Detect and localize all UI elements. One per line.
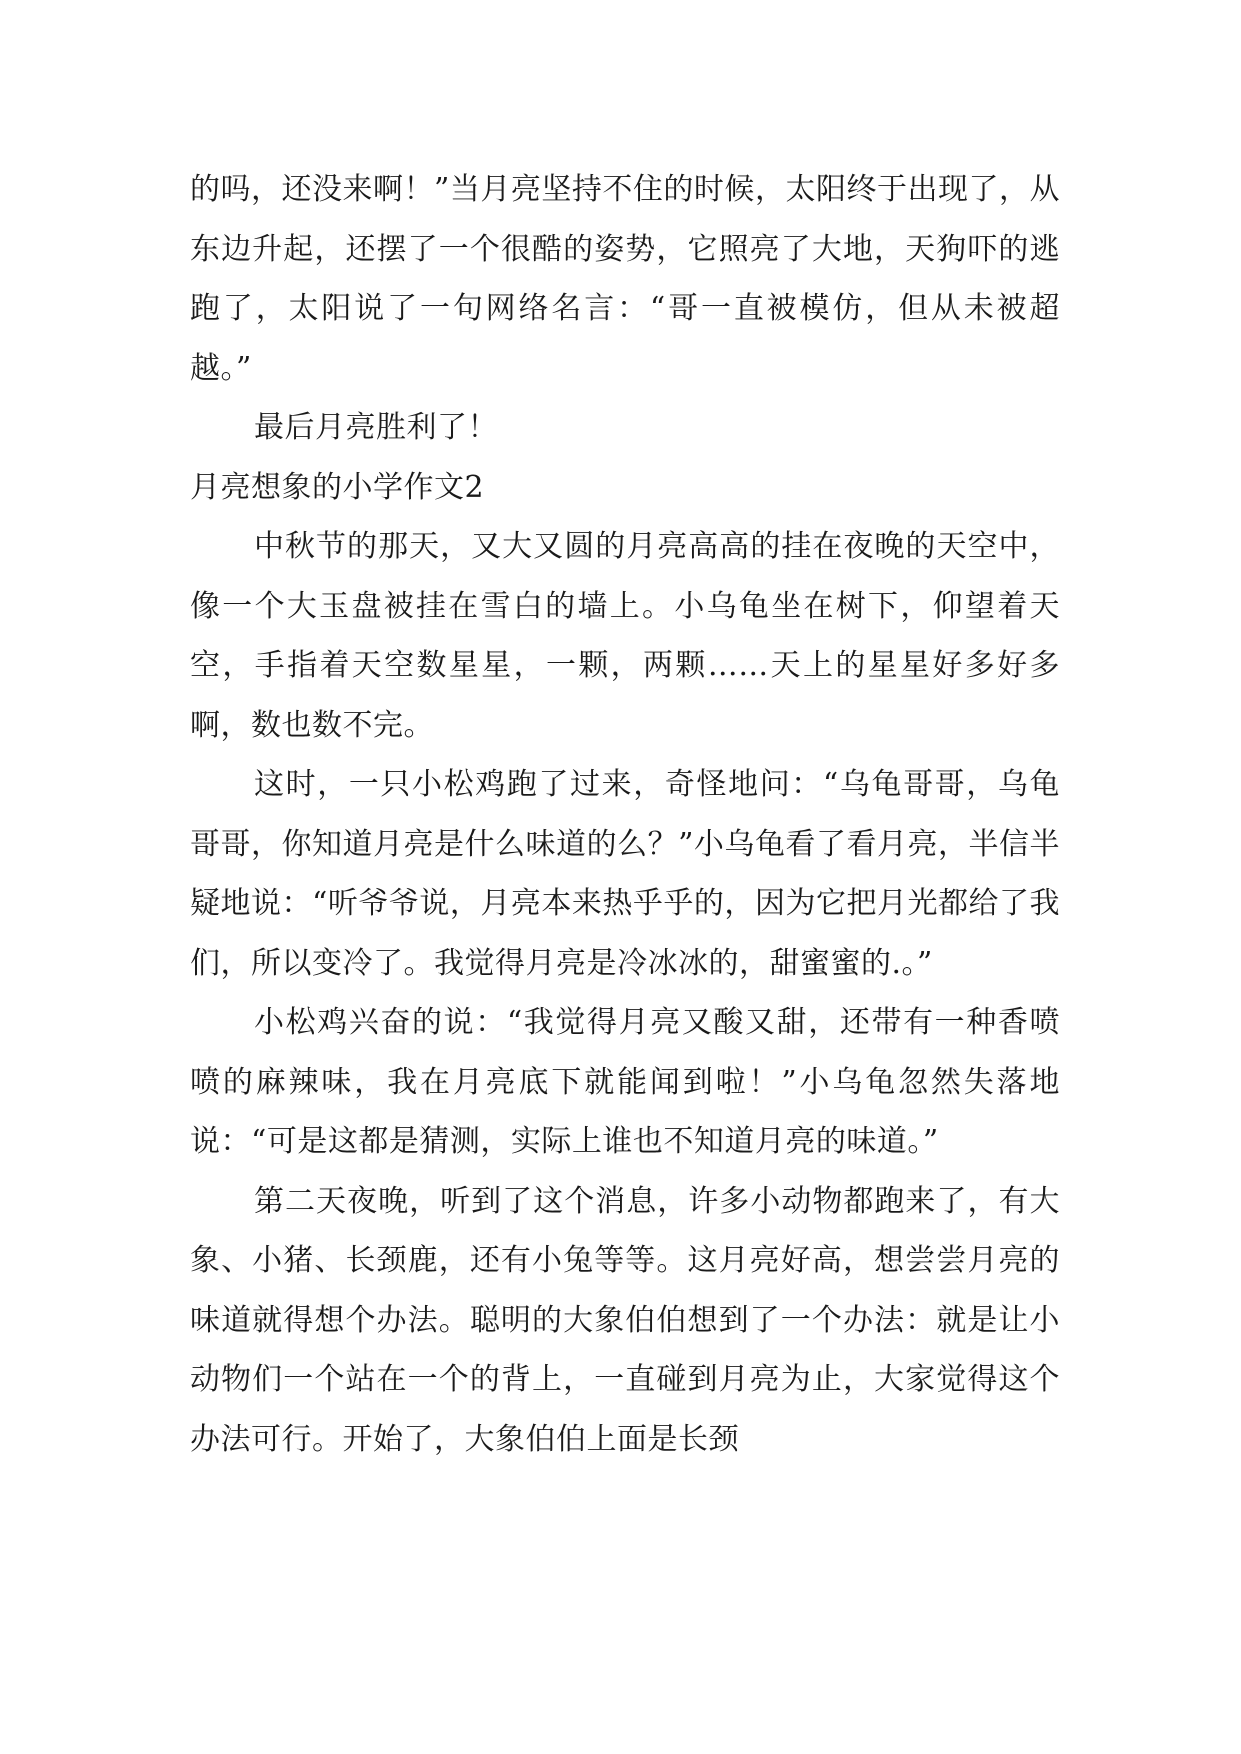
paragraph-continuation: 的吗，还没来啊！”当月亮坚持不住的时候，太阳终于出现了，从东边升起，还摆了一个很酷的姿势，它照亮了大地，天狗吓的逃跑了，太阳说了一句网络名言：“哥一直被模仿，但从未被超越。” [190, 172, 1060, 386]
paragraph-next-night: 第二天夜晚，听到了这个消息，许多小动物都跑来了，有大象、小猪、长颈鹿，还有小兔等等。这月亮好高，想尝尝月亮的味道就得想个办法。聪明的大象伯伯想到了一个办法：就是让小动物们一个站在一个的背上，一直碰到月亮为止，大家觉得这个办法可行。开始了，大象伯伯上面是长颈 [190, 1183, 1060, 1457]
document-body [190, 160, 1060, 1469]
paragraph-taste: 小松鸡兴奋的说：“我觉得月亮又酸又甜，还带有一种香喷喷的麻辣味，我在月亮底下就能闻到啦！”小乌龟忽然失落地说：“可是这都是猜测，实际上谁也不知道月亮的味道。” [190, 1005, 1060, 1159]
paragraph-moon-wins: 最后月亮胜利了！ [254, 410, 498, 445]
paragraph-mid-autumn: 中秋节的那天，又大又圆的月亮高高的挂在夜晚的天空中，像一个大玉盘被挂在雪白的墙上。小乌龟坐在树下，仰望着天空，手指着天空数星星，一颗，两颗……天上的星星好多好多啊，数也数不完。 [190, 529, 1060, 743]
section-heading: 月亮想象的小学作文2 [190, 469, 485, 505]
paragraph-pine-chick: 这时，一只小松鸡跑了过来，奇怪地问：“乌龟哥哥，乌龟哥哥，你知道月亮是什么味道的么？”小乌龟看了看月亮，半信半疑地说：“听爷爷说，月亮本来热乎乎的，因为它把月光都给了我们，所以变冷了。我觉得月亮是冷冰冰的，甜蜜蜜的.。” [190, 767, 1060, 981]
